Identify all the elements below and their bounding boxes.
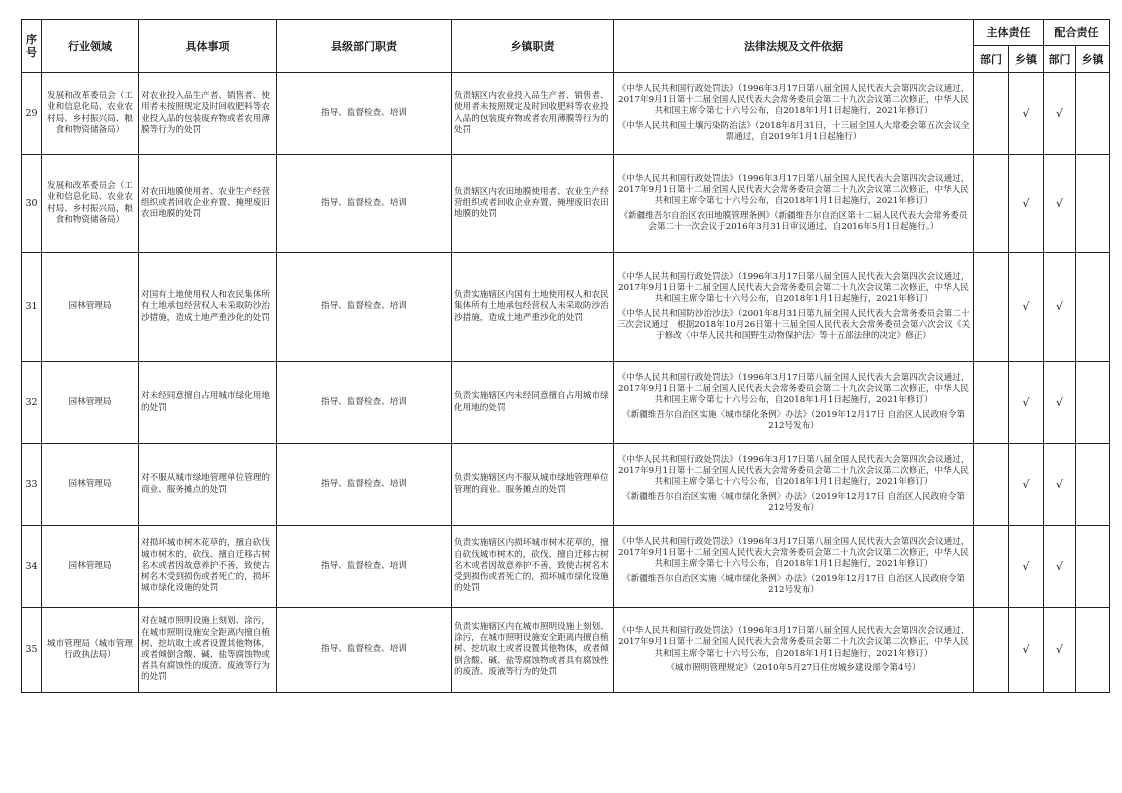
main-dept-check bbox=[974, 253, 1009, 362]
law-text-2: 《中华人民共和国防沙治沙法》（2001年8月31日第九届全国人民代表大会常务委员会第二十三次会议通过 根据2018年10月26日第十三届全国人民代表大会常务委员会第六次会议《关于修改〈中华人民共和国野生动物保护法〉等十五部法律的决定》修正） bbox=[616, 308, 971, 341]
main-town-check: √ bbox=[1009, 526, 1044, 608]
township-duty-cell: 负责实施辖区内损坏城市树木花草的，擅自砍伐城市树木的，砍伐、擅自迁移古树名木或者因故意养护不善，致使古树名木受到损伤或者死亡的，损坏城市绿化设施的处罚 bbox=[452, 526, 614, 608]
item-cell: 对农田地膜使用者、农业生产经营组织或者回收企业弃置、掩埋废旧农田地膜的处罚 bbox=[139, 155, 277, 253]
law-basis-cell bbox=[614, 526, 974, 608]
law-basis-cell bbox=[614, 362, 974, 444]
industry-cell: 城市管理局（城市管理行政执法局） bbox=[42, 608, 139, 693]
table-body bbox=[22, 73, 1110, 693]
item-cell: 对未经同意擅自占用城市绿化用地的处罚 bbox=[139, 362, 277, 444]
law-text-2: 《新疆维吾尔自治区实施〈城市绿化条例〉办法》（2019年12月17日 自治区人民政府令第212号发布） bbox=[622, 491, 965, 513]
county-duty-cell: 指导、监督检查、培训 bbox=[277, 155, 452, 253]
main-town-check: √ bbox=[1009, 73, 1044, 155]
table-row bbox=[22, 608, 1110, 693]
coop-dept-check: √ bbox=[1044, 526, 1076, 608]
item-cell: 对国有土地使用权人和农民集体所有土地承包经营权人未采取防沙治沙措施，造成土地严重沙化的处罚 bbox=[139, 253, 277, 362]
header-seq: 序号 bbox=[22, 20, 42, 73]
table-row bbox=[22, 73, 1110, 155]
table-row bbox=[22, 362, 1110, 444]
header-coop-responsibility: 配合责任 bbox=[1044, 20, 1110, 46]
main-dept-check bbox=[974, 444, 1009, 526]
row-number: 29 bbox=[22, 73, 42, 155]
law-text-2: 《中华人民共和国土壤污染防治法》（2018年8月31日，十三届全国人大常委会第五次会议全票通过，自2019年1月1日起施行） bbox=[617, 120, 970, 142]
header-main-town: 乡镇 bbox=[1009, 46, 1044, 73]
law-text-2: 《城市照明管理规定》（2010年5月27日住房城乡建设部令第4号） bbox=[666, 662, 921, 673]
industry-cell: 发展和改革委员会（工业和信息化局、农业农村局、乡村振兴局、粮食和物资储备局） bbox=[42, 155, 139, 253]
main-town-check: √ bbox=[1009, 362, 1044, 444]
industry-cell: 发展和改革委员会（工业和信息化局、农业农村局、乡村振兴局、粮食和物资储备局） bbox=[42, 73, 139, 155]
coop-dept-check: √ bbox=[1044, 608, 1076, 693]
industry-cell: 园林管理局 bbox=[42, 526, 139, 608]
coop-town-check bbox=[1076, 362, 1110, 444]
industry-cell: 园林管理局 bbox=[42, 253, 139, 362]
row-number: 35 bbox=[22, 608, 42, 693]
industry-cell: 园林管理局 bbox=[42, 444, 139, 526]
header-industry: 行业领域 bbox=[42, 20, 139, 73]
row-number: 34 bbox=[22, 526, 42, 608]
header-law: 法律法规及文件依据 bbox=[614, 20, 974, 73]
main-town-check: √ bbox=[1009, 608, 1044, 693]
coop-dept-check: √ bbox=[1044, 253, 1076, 362]
township-duty-cell: 负责辖区内农田地膜使用者、农业生产经营组织或者回收企业弃置、掩埋废旧农田地膜的处罚 bbox=[452, 155, 614, 253]
coop-dept-check: √ bbox=[1044, 155, 1076, 253]
item-cell: 对农业投入品生产者、销售者、使用者未按照规定及时回收肥料等农业投入品的包装废弃物或者农用薄膜等行为的处罚 bbox=[139, 73, 277, 155]
table-row bbox=[22, 253, 1110, 362]
coop-town-check bbox=[1076, 73, 1110, 155]
main-dept-check bbox=[974, 155, 1009, 253]
header-item: 具体事项 bbox=[139, 20, 277, 73]
law-basis-cell bbox=[614, 444, 974, 526]
county-duty-cell: 指导、监督检查、培训 bbox=[277, 444, 452, 526]
header-main-responsibility: 主体责任 bbox=[974, 20, 1044, 46]
law-text-2: 《新疆维吾尔自治区农田地膜管理条例》（新疆维吾尔自治区第十二届人民代表大会常务委员会第二十一次会议于2016年3月31日审议通过，自2016年5月1日起施行。） bbox=[619, 210, 968, 232]
law-text-1: 《中华人民共和国行政处罚法》（1996年3月17日第八届全国人民代表大会第四次会议通过，2017年9月1日第十二届全国人民代表大会常务委员会第二十九次会议第二次修正，中华人民共和国主席令第七十六号公布，自2018年1月1日起施行，2021年修订） bbox=[617, 271, 970, 305]
responsibility-table bbox=[21, 19, 1110, 693]
coop-dept-check: √ bbox=[1044, 362, 1076, 444]
item-cell: 对不服从城市绿地管理单位管理的商业、服务摊点的处罚 bbox=[139, 444, 277, 526]
law-basis-cell bbox=[614, 253, 974, 362]
table-row bbox=[22, 155, 1110, 253]
coop-town-check bbox=[1076, 444, 1110, 526]
law-text-1: 《中华人民共和国行政处罚法》（1996年3月17日第八届全国人民代表大会第四次会议通过，2017年9月1日第十二届全国人民代表大会常务委员会第二十九次会议第二次修正，中华人民共和国主席令第七十六号公布，自2018年1月1日起施行，2021年修订） bbox=[617, 83, 970, 117]
law-text-2: 《新疆维吾尔自治区实施〈城市绿化条例〉办法》（2019年12月17日 自治区人民政府令第212号发布） bbox=[622, 573, 965, 595]
county-duty-cell: 指导、监督检查、培训 bbox=[277, 526, 452, 608]
item-cell: 对在城市照明设施上刻划、涂污，在城市照明设施安全距离内擅自植树、挖坑取土或者设置其他物体，或者倾倒含酸、碱、盐等腐蚀物或者具有腐蚀性的废渣、废液等行为的处罚 bbox=[139, 608, 277, 693]
coop-town-check bbox=[1076, 526, 1110, 608]
law-text-2: 《新疆维吾尔自治区实施〈城市绿化条例〉办法》（2019年12月17日 自治区人民政府令第212号发布） bbox=[622, 409, 965, 431]
law-basis-cell bbox=[614, 73, 974, 155]
header-main-dept: 部门 bbox=[974, 46, 1009, 73]
township-duty-cell: 负责实施辖区内未经同意擅自占用城市绿化用地的处罚 bbox=[452, 362, 614, 444]
coop-dept-check: √ bbox=[1044, 73, 1076, 155]
township-duty-cell: 负责实施辖区内在城市照明设施上刻划、涂污，在城市照明设施安全距离内擅自植树、挖坑取土或者设置其他物体，或者倾倒含酸、碱、盐等腐蚀物或者具有腐蚀性的废渣、废液等行为的处罚 bbox=[452, 608, 614, 693]
law-basis-cell bbox=[614, 155, 974, 253]
coop-town-check bbox=[1076, 253, 1110, 362]
industry-cell: 园林管理局 bbox=[42, 362, 139, 444]
header-township-duty: 乡镇职责 bbox=[452, 20, 614, 73]
township-duty-cell: 负责实施辖区内国有土地使用权人和农民集体所有土地承包经营权人未采取防沙治沙措施，造成土地严重沙化的处罚 bbox=[452, 253, 614, 362]
main-dept-check bbox=[974, 73, 1009, 155]
coop-town-check bbox=[1076, 608, 1110, 693]
main-town-check: √ bbox=[1009, 444, 1044, 526]
main-town-check: √ bbox=[1009, 253, 1044, 362]
coop-dept-check: √ bbox=[1044, 444, 1076, 526]
header-coop-dept: 部门 bbox=[1044, 46, 1076, 73]
coop-town-check bbox=[1076, 155, 1110, 253]
law-text-1: 《中华人民共和国行政处罚法》（1996年3月17日第八届全国人民代表大会第四次会议通过，2017年9月1日第十二届全国人民代表大会常务委员会第二十九次会议第二次修正，中华人民共和国主席令第七十六号公布，自2018年1月1日起施行，2021年修订） bbox=[617, 536, 970, 570]
item-cell: 对损坏城市树木花草的，擅自砍伐城市树木的，砍伐、擅自迁移古树名木或者因故意养护不善，致使古树名木受到损伤或者死亡的，损坏城市绿化设施的处罚 bbox=[139, 526, 277, 608]
row-number: 31 bbox=[22, 253, 42, 362]
county-duty-cell: 指导、监督检查、培训 bbox=[277, 362, 452, 444]
row-number: 33 bbox=[22, 444, 42, 526]
township-duty-cell: 负责辖区内农业投入品生产者、销售者、使用者未按照规定及时回收肥料等农业投入品的包装废弃物或者农用薄膜等行为的处罚 bbox=[452, 73, 614, 155]
law-text-1: 《中华人民共和国行政处罚法》（1996年3月17日第八届全国人民代表大会第四次会议通过，2017年9月1日第十二届全国人民代表大会常务委员会第二十九次会议第二次修正，中华人民共和国主席令第七十六号公布，自2018年1月1日起施行，2021年修订） bbox=[617, 372, 970, 406]
law-basis-cell bbox=[614, 608, 974, 693]
header-county-duty: 县级部门职责 bbox=[277, 20, 452, 73]
header-coop-town: 乡镇 bbox=[1076, 46, 1110, 73]
main-dept-check bbox=[974, 526, 1009, 608]
county-duty-cell: 指导、监督检查、培训 bbox=[277, 253, 452, 362]
table-row bbox=[22, 444, 1110, 526]
row-number: 30 bbox=[22, 155, 42, 253]
county-duty-cell: 指导、监督检查、培训 bbox=[277, 608, 452, 693]
law-text-1: 《中华人民共和国行政处罚法》（1996年3月17日第八届全国人民代表大会第四次会议通过，2017年9月1日第十二届全国人民代表大会常务委员会第二十九次会议第二次修正，中华人民共和国主席令第七十六号公布，自2018年1月1日起施行，2021年修订） bbox=[617, 626, 970, 659]
law-text-1: 《中华人民共和国行政处罚法》（1996年3月17日第八届全国人民代表大会第四次会议通过，2017年9月1日第十二届全国人民代表大会常务委员会第二十九次会议第二次修正，中华人民共和国主席令第七十六号公布，自2018年1月1日起施行，2021年修订） bbox=[617, 454, 970, 488]
township-duty-cell: 负责实施辖区内不服从城市绿地管理单位管理的商业、服务摊点的处罚 bbox=[452, 444, 614, 526]
table-row bbox=[22, 526, 1110, 608]
main-dept-check bbox=[974, 362, 1009, 444]
main-dept-check bbox=[974, 608, 1009, 693]
row-number: 32 bbox=[22, 362, 42, 444]
law-text-1: 《中华人民共和国行政处罚法》（1996年3月17日第八届全国人民代表大会第四次会议通过，2017年9月1日第十二届全国人民代表大会常务委员会第二十九次会议第二次修正，中华人民共和国主席令第七十六号公布，自2018年1月1日起施行，2021年修订） bbox=[617, 173, 970, 207]
main-town-check: √ bbox=[1009, 155, 1044, 253]
county-duty-cell: 指导、监督检查、培训 bbox=[277, 73, 452, 155]
